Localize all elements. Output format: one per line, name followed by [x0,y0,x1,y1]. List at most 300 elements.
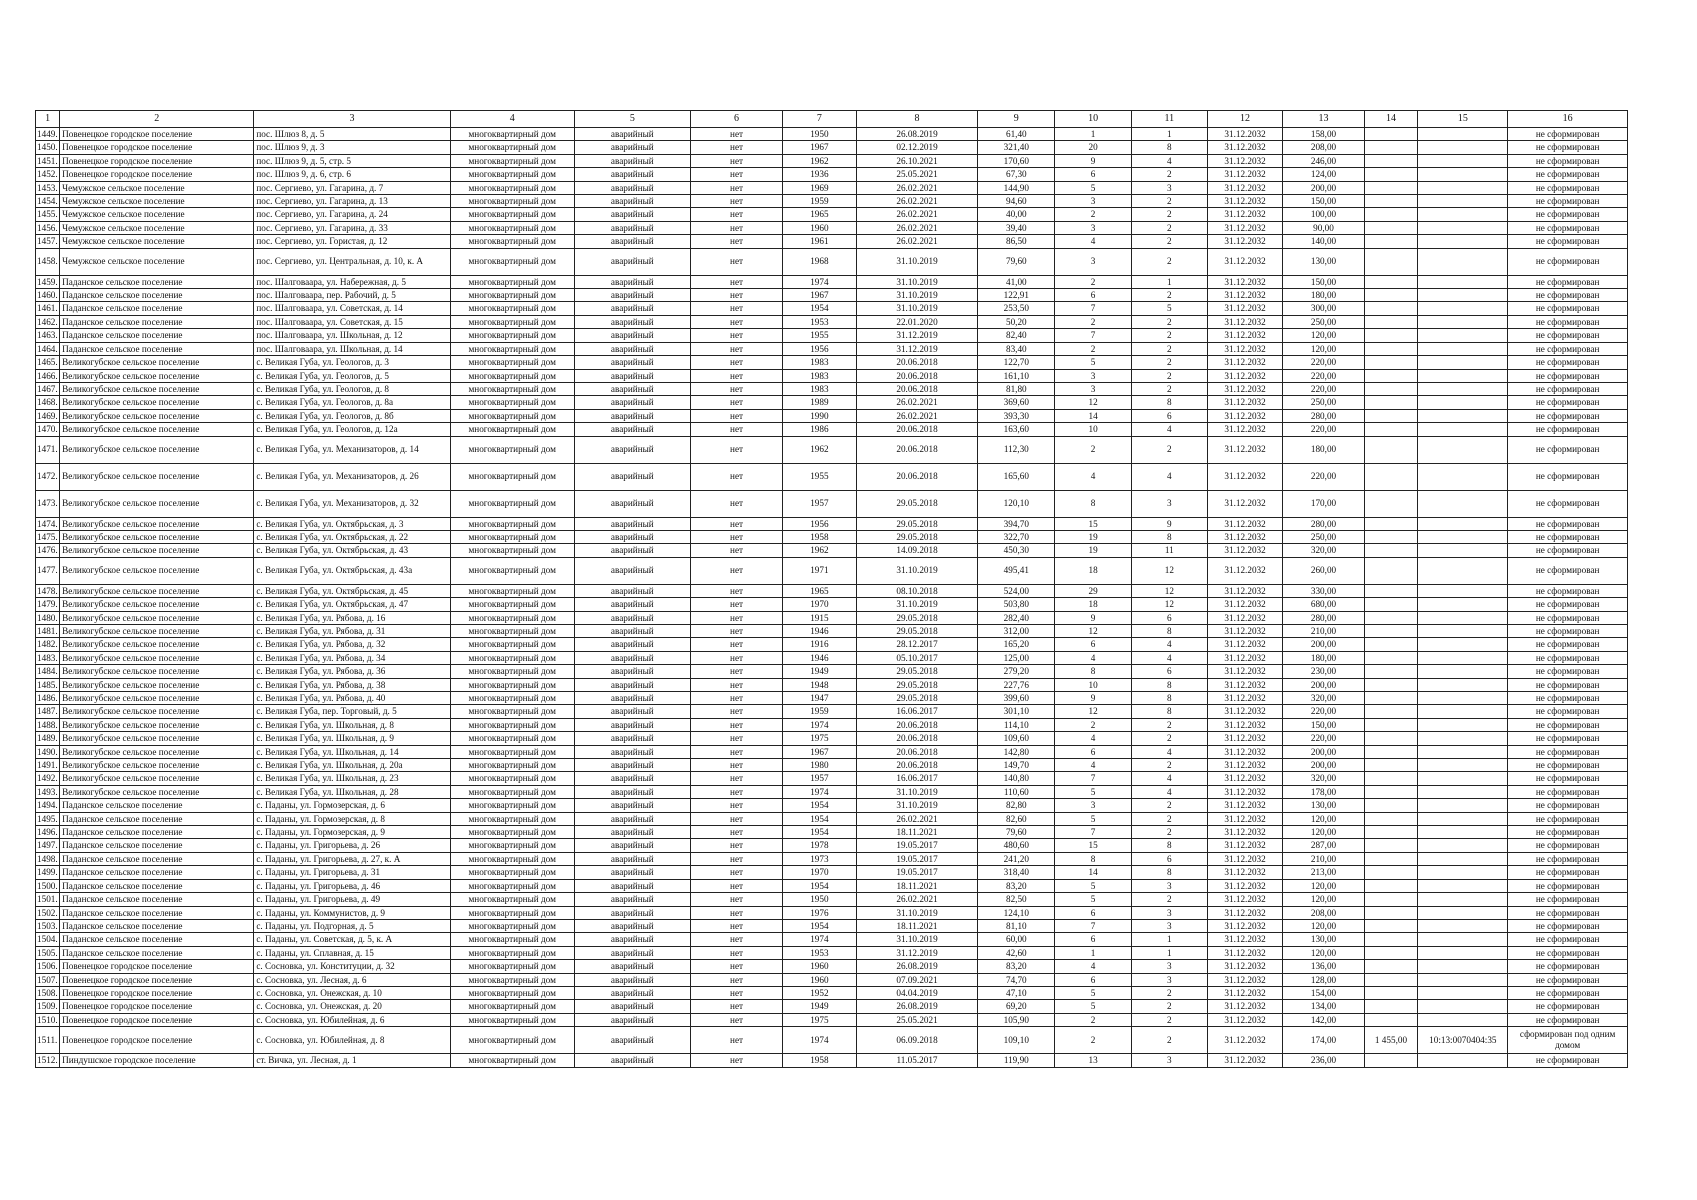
table-row [36,517,1628,530]
condition-cell: аварийный [574,423,690,436]
land-status-cell: не сформирован [1508,866,1628,879]
area-cell: 61,40 [978,128,1055,141]
row-number-cell: 1509. [37,1001,58,1012]
land-area-cell [1364,598,1418,611]
land-status-cell: не сформирован [1508,221,1628,234]
flag-cell: нет [690,275,782,288]
settlement-cell: Великогубское сельское поселение [60,436,254,463]
land-status-cell: не сформирован [1508,772,1628,785]
flag-cell: нет [690,181,782,194]
year-cell: 1974 [783,1027,857,1054]
area-cell: 83,20 [978,879,1055,892]
residents-cell: 1 [1055,946,1132,959]
flag-cell: нет [690,423,782,436]
address-cell: с. Великая Губа, ул. Геологов, д. 5 [254,369,450,382]
condition-cell: аварийный [574,759,690,772]
area-cell: 112,30 [978,436,1055,463]
table-row [36,718,1628,731]
flag-cell: нет [690,919,782,932]
apartments-cell: 1 [1132,275,1208,288]
cost-cell: 150,00 [1283,275,1364,288]
cost-cell: 124,00 [1283,168,1364,181]
flag-cell: нет [690,1054,782,1067]
deadline-cell: 31.12.2032 [1207,812,1283,825]
year-cell: 1953 [783,315,857,328]
address-cell: с. Великая Губа, ул. Октябрьская, д. 22 [254,530,450,543]
condition-cell: аварийный [574,128,690,141]
apartments-cell: 4 [1132,423,1208,436]
flag-cell: нет [690,530,782,543]
area-cell: 165,60 [978,463,1055,490]
cost-cell: 220,00 [1283,463,1364,490]
year-cell: 1950 [783,893,857,906]
cost-cell: 250,00 [1283,315,1364,328]
land-status-cell: не сформирован [1508,369,1628,382]
address-cell: с. Великая Губа, ул. Октябрьская, д. 43 [254,544,450,557]
deadline-cell: 31.12.2032 [1207,342,1283,355]
area-cell: 163,60 [978,423,1055,436]
table-row [36,181,1628,194]
land-area-cell [1364,557,1418,584]
settlement-cell: Великогубское сельское поселение [60,517,254,530]
cadastral-number-cell [1418,463,1508,490]
residents-cell: 13 [1055,1054,1132,1067]
land-area-cell [1364,665,1418,678]
deadline-cell: 31.12.2032 [1207,852,1283,865]
residents-cell: 2 [1055,1027,1132,1054]
apartments-cell: 9 [1132,517,1208,530]
apartments-cell: 8 [1132,141,1208,154]
row-number-cell: 1495. [37,813,58,824]
row-number-cell: 1458. [36,248,60,275]
land-status-cell: не сформирован [1508,986,1628,999]
residents-cell: 12 [1055,705,1132,718]
cost-cell: 200,00 [1283,759,1364,772]
row-number-cell: 1493. [37,786,58,797]
row-number-cell: 1469. [37,410,58,421]
deadline-cell: 31.12.2032 [1207,530,1283,543]
cost-cell: 170,00 [1283,490,1364,517]
cadastral-number-cell [1418,544,1508,557]
column-number-header-row [36,111,1628,128]
land-area-cell [1364,919,1418,932]
condition-cell: аварийный [574,584,690,597]
header-cell-6: 6 [690,111,782,128]
land-status-cell: не сформирован [1508,181,1628,194]
settlement-cell: Великогубское сельское поселение [60,356,254,369]
apartments-cell: 4 [1132,772,1208,785]
year-cell: 1980 [783,759,857,772]
area-cell: 60,00 [978,933,1055,946]
year-cell: 1974 [783,718,857,731]
apartments-cell: 3 [1132,490,1208,517]
flag-cell: нет [690,960,782,973]
address-cell: с. Паданы, ул. Подгорная, д. 5 [254,919,450,932]
land-area-cell [1364,1054,1418,1067]
cost-cell: 320,00 [1283,692,1364,705]
table-row [36,584,1628,597]
table-row [36,154,1628,167]
cadastral-number-cell [1418,812,1508,825]
building-type-cell: многоквартирный дом [450,718,574,731]
condition-cell: аварийный [574,221,690,234]
area-cell: 81,80 [978,382,1055,395]
building-type-cell: многоквартирный дом [450,356,574,369]
residents-cell: 6 [1055,745,1132,758]
table-row [36,436,1628,463]
settlement-cell: Великогубское сельское поселение [60,745,254,758]
recognition-date-cell: 26.02.2021 [856,221,978,234]
deadline-cell: 31.12.2032 [1207,289,1283,302]
area-cell: 82,60 [978,812,1055,825]
residents-cell: 2 [1055,436,1132,463]
table-row [36,866,1628,879]
condition-cell: аварийный [574,973,690,986]
address-cell: с. Великая Губа, пер. Торговый, д. 5 [254,705,450,718]
settlement-cell: Великогубское сельское поселение [60,624,254,637]
area-cell: 42,60 [978,946,1055,959]
condition-cell: аварийный [574,624,690,637]
settlement-cell: Паданское сельское поселение [60,329,254,342]
row-number-cell: 1467. [37,383,58,394]
recognition-date-cell: 18.11.2021 [856,919,978,932]
recognition-date-cell: 02.12.2019 [856,141,978,154]
condition-cell: аварийный [574,919,690,932]
cadastral-number-cell [1418,826,1508,839]
cadastral-number-cell [1418,490,1508,517]
year-cell: 1958 [783,1054,857,1067]
recognition-date-cell: 26.02.2021 [856,181,978,194]
area-cell: 399,60 [978,692,1055,705]
building-type-cell: многоквартирный дом [450,195,574,208]
cost-cell: 250,00 [1283,530,1364,543]
row-number-cell: 1512. [37,1055,58,1066]
apartments-cell: 2 [1132,235,1208,248]
condition-cell: аварийный [574,168,690,181]
area-cell: 81,10 [978,919,1055,932]
year-cell: 1954 [783,826,857,839]
flag-cell: нет [690,718,782,731]
cost-cell: 220,00 [1283,732,1364,745]
row-number-cell: 1454. [37,196,58,207]
row-number-cell: 1455. [37,209,58,220]
land-area-cell [1364,611,1418,624]
condition-cell: аварийный [574,369,690,382]
table-row [36,382,1628,395]
flag-cell: нет [690,759,782,772]
year-cell: 1949 [783,665,857,678]
address-cell: с. Великая Губа, ул. Рябова, д. 34 [254,651,450,664]
land-status-cell: не сформирован [1508,235,1628,248]
flag-cell: нет [690,557,782,584]
address-cell: с. Паданы, ул. Григорьева, д. 31 [254,866,450,879]
condition-cell: аварийный [574,490,690,517]
year-cell: 1959 [783,705,857,718]
residents-cell: 4 [1055,759,1132,772]
residents-cell: 3 [1055,221,1132,234]
cost-cell: 200,00 [1283,678,1364,691]
deadline-cell: 31.12.2032 [1207,302,1283,315]
flag-cell: нет [690,611,782,624]
table-row [36,1027,1628,1054]
settlement-cell: Повенецкое городское поселение [60,128,254,141]
residents-cell: 20 [1055,141,1132,154]
area-cell: 67,30 [978,168,1055,181]
cadastral-number-cell [1418,785,1508,798]
cost-cell: 230,00 [1283,665,1364,678]
land-area-cell [1364,221,1418,234]
year-cell: 1954 [783,812,857,825]
area-cell: 312,00 [978,624,1055,637]
settlement-cell: Великогубское сельское поселение [60,530,254,543]
building-type-cell: многоквартирный дом [450,329,574,342]
land-area-cell [1364,382,1418,395]
row-number-cell: 1452. [37,169,58,180]
apartments-cell: 2 [1132,812,1208,825]
deadline-cell: 31.12.2032 [1207,490,1283,517]
deadline-cell: 31.12.2032 [1207,678,1283,691]
address-cell: пос. Шалговаара, ул. Школьная, д. 14 [254,342,450,355]
deadline-cell: 31.12.2032 [1207,745,1283,758]
cadastral-number-cell [1418,1054,1508,1067]
cost-cell: 208,00 [1283,906,1364,919]
table-row [36,879,1628,892]
table-row [36,248,1628,275]
row-number-cell: 1461. [37,303,58,314]
land-area-cell [1364,436,1418,463]
header-cell-3: 3 [254,111,450,128]
condition-cell: аварийный [574,946,690,959]
building-type-cell: многоквартирный дом [450,235,574,248]
header-cell-1: 1 [36,111,60,128]
condition-cell: аварийный [574,665,690,678]
residents-cell: 19 [1055,530,1132,543]
area-cell: 39,40 [978,221,1055,234]
address-cell: с. Великая Губа, ул. Школьная, д. 20а [254,759,450,772]
row-number-cell: 1464. [37,343,58,354]
cost-cell: 220,00 [1283,423,1364,436]
cost-cell: 220,00 [1283,369,1364,382]
flag-cell: нет [690,638,782,651]
table-row [36,221,1628,234]
year-cell: 1983 [783,382,857,395]
year-cell: 1954 [783,919,857,932]
building-type-cell: многоквартирный дом [450,208,574,221]
land-area-cell [1364,799,1418,812]
land-area-cell [1364,624,1418,637]
settlement-cell: Повенецкое городское поселение [60,154,254,167]
table-row [36,611,1628,624]
land-status-cell: не сформирован [1508,289,1628,302]
row-number-cell: 1487. [37,706,58,717]
cadastral-number-cell [1418,141,1508,154]
cadastral-number-cell [1418,423,1508,436]
apartments-cell: 4 [1132,785,1208,798]
land-status-cell: не сформирован [1508,409,1628,422]
residents-cell: 9 [1055,611,1132,624]
table-row [36,490,1628,517]
residents-cell: 9 [1055,154,1132,167]
cost-cell: 220,00 [1283,382,1364,395]
apartments-cell: 2 [1132,759,1208,772]
row-number-cell: 1488. [37,719,58,730]
residents-cell: 2 [1055,1013,1132,1026]
area-cell: 83,20 [978,960,1055,973]
cadastral-number-cell [1418,960,1508,973]
flag-cell: нет [690,772,782,785]
cost-cell: 213,00 [1283,866,1364,879]
area-cell: 119,90 [978,1054,1055,1067]
land-status-cell: не сформирован [1508,315,1628,328]
recognition-date-cell: 31.10.2019 [856,557,978,584]
apartments-cell: 3 [1132,181,1208,194]
cadastral-number-cell [1418,718,1508,731]
condition-cell: аварийный [574,960,690,973]
apartments-cell: 2 [1132,208,1208,221]
deadline-cell: 31.12.2032 [1207,557,1283,584]
table-row [36,544,1628,557]
deadline-cell: 31.12.2032 [1207,409,1283,422]
cost-cell: 100,00 [1283,208,1364,221]
address-cell: с. Великая Губа, ул. Школьная, д. 28 [254,785,450,798]
address-cell: с. Сосновка, ул. Онежская, д. 10 [254,986,450,999]
deadline-cell: 31.12.2032 [1207,732,1283,745]
area-cell: 124,10 [978,906,1055,919]
cadastral-number-cell [1418,436,1508,463]
year-cell: 1970 [783,866,857,879]
header-cell-13: 13 [1283,111,1364,128]
area-cell: 86,50 [978,235,1055,248]
recognition-date-cell: 20.06.2018 [856,745,978,758]
year-cell: 1950 [783,128,857,141]
cadastral-number-cell [1418,705,1508,718]
flag-cell: нет [690,369,782,382]
condition-cell: аварийный [574,275,690,288]
row-number-cell: 1449. [37,129,58,139]
flag-cell: нет [690,329,782,342]
table-row [36,839,1628,852]
table-row [36,946,1628,959]
settlement-cell: Паданское сельское поселение [60,919,254,932]
settlement-cell: Великогубское сельское поселение [60,409,254,422]
address-cell: с. Паданы, ул. Советская, д. 5, к. А [254,933,450,946]
building-type-cell: многоквартирный дом [450,289,574,302]
condition-cell: аварийный [574,799,690,812]
area-cell: 161,10 [978,369,1055,382]
flag-cell: нет [690,1027,782,1054]
address-cell: пос. Сергиево, ул. Гагарина, д. 24 [254,208,450,221]
header-cell-9: 9 [978,111,1055,128]
deadline-cell: 31.12.2032 [1207,651,1283,664]
recognition-date-cell: 29.05.2018 [856,692,978,705]
condition-cell: аварийный [574,651,690,664]
recognition-date-cell: 25.05.2021 [856,1013,978,1026]
header-cell-10: 10 [1055,111,1132,128]
year-cell: 1960 [783,221,857,234]
year-cell: 1915 [783,611,857,624]
land-area-cell [1364,692,1418,705]
area-cell: 503,80 [978,598,1055,611]
address-cell: с. Паданы, ул. Коммунистов, д. 9 [254,906,450,919]
header-cell-8: 8 [856,111,978,128]
cost-cell: 120,00 [1283,919,1364,932]
header-cell-4: 4 [450,111,574,128]
cost-cell: 200,00 [1283,745,1364,758]
area-cell: 227,76 [978,678,1055,691]
cadastral-number-cell [1418,315,1508,328]
condition-cell: аварийный [574,638,690,651]
deadline-cell: 31.12.2032 [1207,369,1283,382]
area-cell: 79,60 [978,248,1055,275]
year-cell: 1965 [783,584,857,597]
residents-cell: 3 [1055,382,1132,395]
flag-cell: нет [690,692,782,705]
land-area-cell [1364,812,1418,825]
land-area-cell [1364,705,1418,718]
settlement-cell: Великогубское сельское поселение [60,598,254,611]
condition-cell: аварийный [574,195,690,208]
apartments-cell: 2 [1132,329,1208,342]
area-cell: 94,60 [978,195,1055,208]
residents-cell: 4 [1055,960,1132,973]
condition-cell: аварийный [574,906,690,919]
area-cell: 109,60 [978,732,1055,745]
header-cell-11: 11 [1132,111,1208,128]
cost-cell: 280,00 [1283,409,1364,422]
year-cell: 1916 [783,638,857,651]
row-number-cell: 1508. [37,987,58,998]
year-cell: 1957 [783,772,857,785]
apartments-cell: 2 [1132,369,1208,382]
flag-cell: нет [690,315,782,328]
table-row [36,1054,1628,1067]
recognition-date-cell: 26.08.2019 [856,1000,978,1013]
area-cell: 122,70 [978,356,1055,369]
recognition-date-cell: 31.12.2019 [856,329,978,342]
table-row [36,342,1628,355]
building-type-cell: многоквартирный дом [450,692,574,705]
year-cell: 1974 [783,275,857,288]
deadline-cell: 31.12.2032 [1207,382,1283,395]
deadline-cell: 31.12.2032 [1207,1000,1283,1013]
recognition-date-cell: 04.04.2019 [856,986,978,999]
condition-cell: аварийный [574,530,690,543]
cost-cell: 320,00 [1283,772,1364,785]
address-cell: с. Великая Губа, ул. Школьная, д. 23 [254,772,450,785]
residents-cell: 18 [1055,598,1132,611]
deadline-cell: 31.12.2032 [1207,463,1283,490]
table-row [36,906,1628,919]
condition-cell: аварийный [574,692,690,705]
residents-cell: 3 [1055,799,1132,812]
housing-register-table [35,110,1628,1068]
cost-cell: 120,00 [1283,893,1364,906]
settlement-cell: Великогубское сельское поселение [60,651,254,664]
settlement-cell: Повенецкое городское поселение [60,1027,254,1054]
row-number-cell: 1491. [37,760,58,771]
building-type-cell: многоквартирный дом [450,879,574,892]
settlement-cell: Повенецкое городское поселение [60,141,254,154]
row-number-cell: 1483. [37,652,58,663]
cadastral-number-cell [1418,342,1508,355]
residents-cell: 29 [1055,584,1132,597]
area-cell: 140,80 [978,772,1055,785]
address-cell: с. Сосновка, ул. Юбилейная, д. 8 [254,1027,450,1054]
settlement-cell: Великогубское сельское поселение [60,705,254,718]
land-area-cell [1364,772,1418,785]
address-cell: пос. Шалговаара, ул. Набережная, д. 5 [254,275,450,288]
building-type-cell: многоквартирный дом [450,678,574,691]
